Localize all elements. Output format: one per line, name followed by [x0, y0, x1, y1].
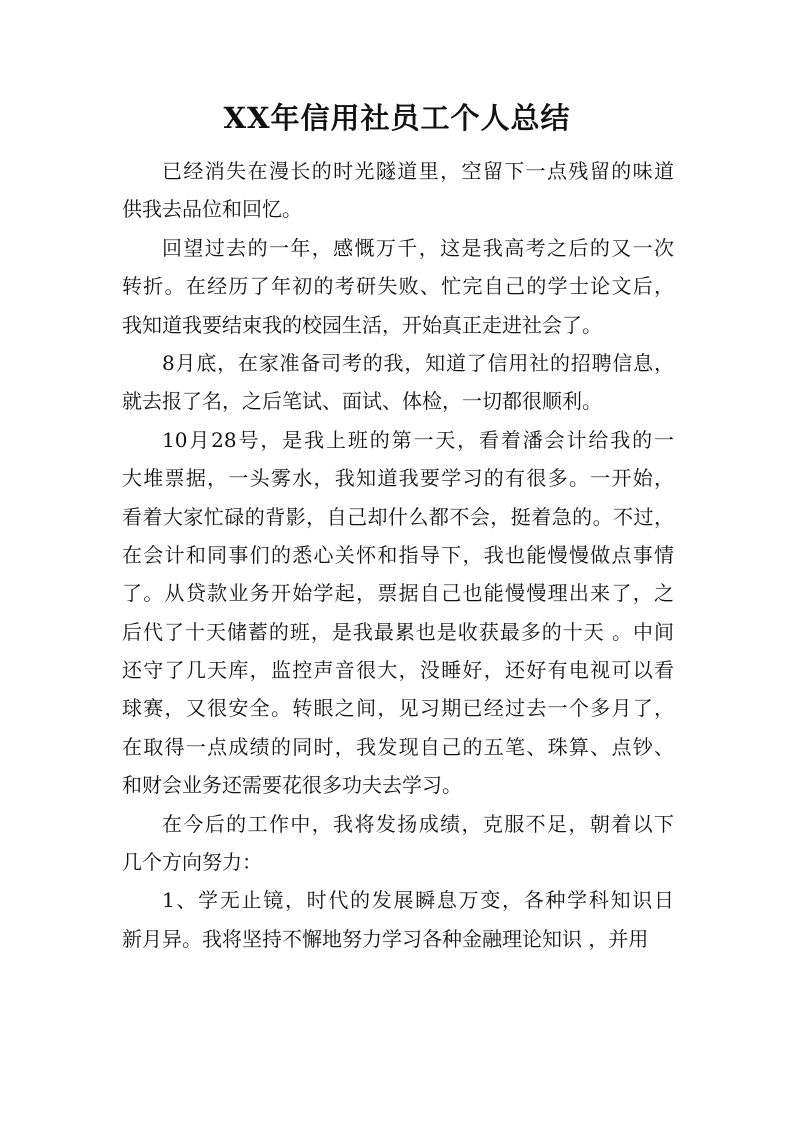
- paragraph: [122, 152, 674, 229]
- text-line: 转折。在经历了年初的考研失败、忙完自己的学士论文后，: [122, 274, 674, 299]
- paragraph: [122, 344, 674, 421]
- paragraph: [122, 881, 674, 958]
- paragraph: [122, 421, 674, 805]
- document-body: [122, 152, 674, 958]
- text-line: 在会计和同事们的悉心关怀和指导下，我也能慢慢做点事情: [122, 542, 674, 567]
- text-line: 和财会业务还需要花很多功夫去学习。: [122, 773, 462, 798]
- paragraph: [122, 805, 674, 882]
- text-line: 看着大家忙碌的背影，自己却什么都不会，挺着急的。不过，: [122, 504, 674, 529]
- text-line: 大堆票据，一头雾水，我知道我要学习的有很多。一开始，: [122, 466, 674, 491]
- text-line: 球赛，又很安全。转眼之间，见习期已经过去一个多月了，: [122, 696, 674, 721]
- text-line: 供我去品位和回忆。: [122, 197, 302, 222]
- text-line: 我知道我要结束我的校园生活，开始真正走进社会了。: [122, 312, 602, 337]
- text-line: 8月底，在家准备司考的我，知道了信用社的招聘信息，: [162, 350, 674, 375]
- paragraph: [122, 229, 674, 344]
- text-line: 就去报了名，之后笔试、面试、体检，一切都很顺利。: [122, 389, 602, 414]
- text-line: 后代了十天储蓄的班，是我最累也是收获最多的十天 。中间: [122, 619, 674, 644]
- text-line: 1、学无止镜，时代的发展瞬息万变，各种学科知识日: [162, 888, 674, 913]
- text-line: 在取得一点成绩的同时，我发现自己的五笔、珠算、点钞、: [122, 734, 674, 759]
- document-title: XX年信用社员工个人总结: [223, 101, 571, 135]
- text-line: 10月28号，是我上班的第一天，看着潘会计给我的一: [162, 427, 674, 452]
- text-line: 回望过去的一年，感慨万千，这是我高考之后的又一次: [162, 235, 674, 260]
- text-line: 在今后的工作中，我将发扬成绩，克服不足，朝着以下: [162, 811, 674, 836]
- text-line: 新月异。我将坚持不懈地努力学习各种金融理论知识 ，并用: [122, 926, 649, 951]
- text-line: 几个方向努力：: [122, 850, 262, 875]
- text-line: 已经消失在漫长的时光隧道里，空留下一点残留的味道: [162, 159, 674, 183]
- text-line: 还守了几天库，监控声音很大，没睡好，还好有电视可以看: [122, 658, 674, 683]
- text-line: 了。从贷款业务开始学起，票据自己也能慢慢理出来了，之: [122, 581, 674, 606]
